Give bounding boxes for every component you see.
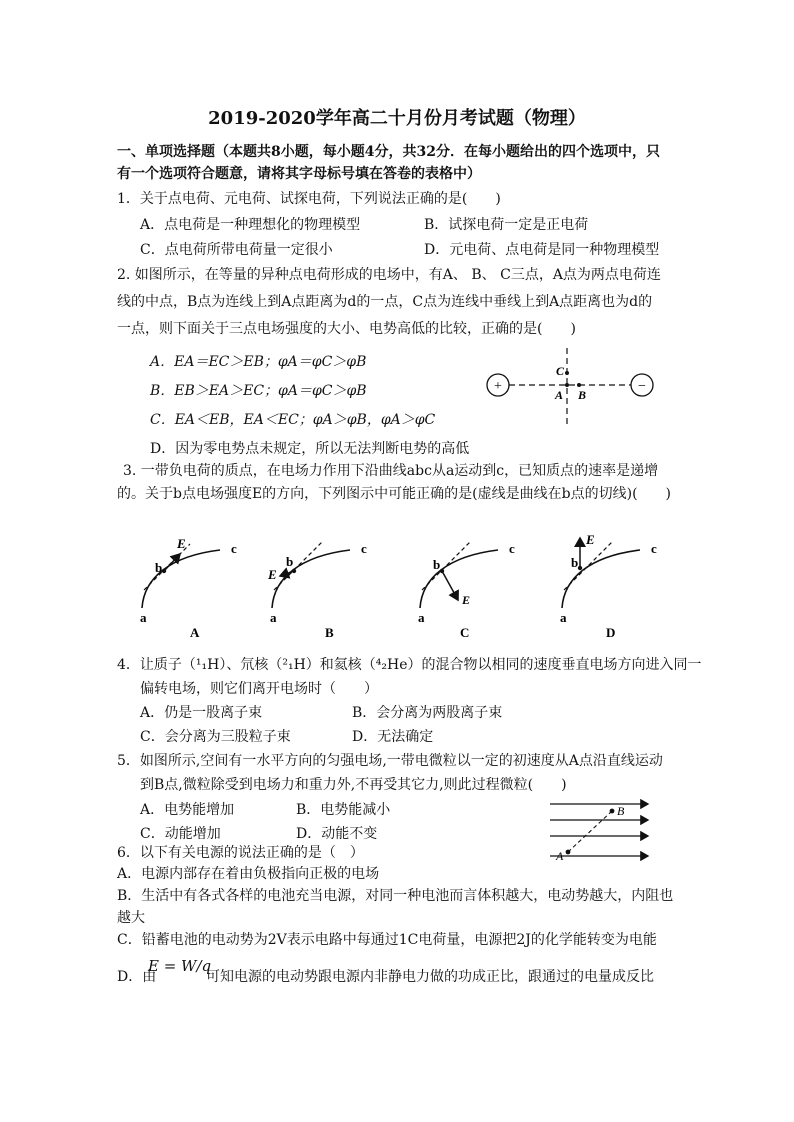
q1-stem: 1．关于点电荷、元电荷、试探电荷，下列说法正确的是( ) bbox=[117, 191, 501, 207]
q3-a-curve bbox=[142, 550, 220, 608]
q4-option-a: A．仍是一股离子束 bbox=[140, 705, 263, 721]
q3-figure-d bbox=[560, 532, 657, 640]
q5-label-a: A bbox=[556, 849, 564, 863]
q6-stem: 6．以下有关电源的说法正确的是（ ） bbox=[117, 845, 364, 861]
q5-point-b bbox=[610, 809, 615, 814]
q2-option-a: A．EA＝EC＞EB；φA＝φC＞φB bbox=[150, 354, 367, 370]
q4-option-d: D．无法确定 bbox=[352, 729, 434, 745]
q3-c-label-a: a bbox=[418, 610, 425, 625]
q3-b-curve bbox=[272, 550, 350, 608]
page-title: 2019-2020学年高二十月份月考试题（物理） bbox=[208, 108, 586, 129]
q6-formula-text: E = W/q bbox=[148, 957, 212, 975]
q1-option-c: C．点电荷所带电荷量一定很小 bbox=[140, 242, 333, 258]
q3-a-caption: A bbox=[190, 625, 200, 640]
section-heading-line2: 有一个选项符合题意，请将其字母标号填在答卷的表格中） bbox=[117, 166, 481, 182]
q2-point-c bbox=[565, 371, 569, 375]
q3-c-label-c: c bbox=[509, 541, 515, 556]
q3-c-e-arrow bbox=[442, 571, 458, 600]
q2-label-b: B bbox=[578, 388, 587, 402]
q6-option-b-line1: B．生活中有各式各样的电池充当电源，对同一种电池而言体积越大，电动势越大，内阻也 bbox=[117, 888, 674, 904]
q6-option-a: A．电源内部存在着由负极指向正极的电场 bbox=[117, 866, 380, 882]
q2-charge-figure bbox=[480, 345, 660, 430]
q3-figure-a bbox=[140, 536, 237, 640]
q3-d-caption: D bbox=[606, 625, 616, 640]
q3-d-label-e: E bbox=[586, 532, 595, 547]
q1-option-d: D．元电荷、点电荷是同一种物理模型 bbox=[424, 242, 660, 258]
q6-option-d-prefix: D．由 bbox=[117, 969, 157, 985]
q6-option-d-formula bbox=[148, 954, 211, 977]
q5-stem-line1: 5．如图所示,空间有一水平方向的匀强电场,一带电微粒以一定的初速度从A点沿直线运动 bbox=[117, 753, 663, 769]
section-heading-line1: 一、单项选择题（本题共8小题，每小题4分，共32分．在每小题给出的四个选项中，只 bbox=[117, 144, 660, 160]
q5-option-c: C．动能增加 bbox=[140, 826, 221, 842]
q3-d-label-a: a bbox=[560, 610, 567, 625]
q5-path-dashed bbox=[568, 811, 612, 852]
q3-b-label-e: E bbox=[268, 567, 277, 582]
q2-plus-sign: + bbox=[494, 379, 502, 394]
q2-point-a bbox=[565, 383, 569, 387]
q3-a-label-c: c bbox=[231, 541, 237, 556]
q2-stem-line1: 2. 如图所示，在等量的异种点电荷形成的电场中，有A、 B、 C三点，A点为两点电荷连 bbox=[117, 267, 661, 283]
q2-stem-line3: 一点，则下面关于三点电场强度的大小、电势高低的比较，正确的是( ) bbox=[117, 321, 576, 337]
q1-option-b: B．试探电荷一定是正电荷 bbox=[424, 217, 589, 233]
q6-option-d-text: 可知电源的电动势跟电源内非静电力做的功成正比，跟通过的电量成反比 bbox=[206, 969, 654, 985]
q5-option-d: D．动能不变 bbox=[296, 826, 378, 842]
q2-option-b: B．EB＞EA＞EC；φA＝φC＞φB bbox=[150, 383, 367, 399]
q3-figures bbox=[130, 528, 657, 643]
q2-label-c: C bbox=[556, 364, 565, 378]
q2-label-a: A bbox=[555, 388, 564, 402]
q4-option-c: C．会分离为三股粒子束 bbox=[140, 729, 291, 745]
q6-option-b-line2: 越大 bbox=[117, 910, 145, 926]
q5-label-b: B bbox=[617, 804, 625, 818]
q1-option-a: A．点电荷是一种理想化的物理模型 bbox=[140, 217, 361, 233]
q3-b-point-b bbox=[292, 569, 296, 573]
q3-d-label-b: b bbox=[571, 555, 579, 570]
q3-a-point-b bbox=[162, 569, 166, 573]
q3-a-e-arrow bbox=[164, 554, 180, 571]
q3-c-curve bbox=[420, 550, 498, 608]
q4-stem: 4．让质子（¹₁H）、氘核（²₁H）和氦核（⁴₂He）的混合物以相同的速度垂直电场方向进入同一 bbox=[117, 657, 702, 673]
q6-option-c: C．铅蓄电池的电动势为2V表示电路中每通过1C电荷量，电源把2J的化学能转变为电能 bbox=[117, 932, 657, 948]
q3-d-label-c: c bbox=[651, 541, 657, 556]
q3-a-label-e: E bbox=[177, 536, 186, 551]
q3-b-caption: B bbox=[325, 625, 334, 640]
q4-option-b: B．会分离为两股离子束 bbox=[352, 705, 503, 721]
q5-stem-line2: 到B点,微粒除受到电场力和重力外,不再受其它力,则此过程微粒( ) bbox=[140, 777, 567, 793]
q2-stem-line2: 线的中点，B点为连线上到A点距离为d的一点，C点为连线中垂线上到A点距离也为d的 bbox=[117, 294, 653, 310]
q3-c-point-b bbox=[440, 569, 444, 573]
q2-option-c: C．EA＜EB，EA＜EC；φA＞φB，φA＞φC bbox=[150, 412, 436, 428]
q3-b-label-b: b bbox=[286, 554, 294, 569]
q3-a-label-a: a bbox=[140, 610, 147, 625]
q3-c-caption: C bbox=[460, 625, 470, 640]
q5-option-a: A．电势能增加 bbox=[140, 802, 235, 818]
q2-minus-sign: − bbox=[638, 379, 646, 394]
q5-option-b: B．电势能减小 bbox=[296, 802, 391, 818]
q3-stem-line2: 的。关于b点电场强度E的方向，下列图示中可能正确的是(虚线是曲线在b点的切线)( ) bbox=[117, 486, 671, 502]
q3-d-point-b bbox=[578, 566, 582, 570]
q2-point-b bbox=[577, 383, 581, 387]
q4-stem-line2: 偏转电场，则它们离开电场时（ ） bbox=[140, 681, 378, 697]
q3-figure-b bbox=[267, 541, 367, 640]
q3-b-label-a: a bbox=[270, 610, 277, 625]
q3-c-label-b: b bbox=[433, 557, 441, 572]
q5-field-figure bbox=[548, 798, 653, 866]
q3-b-label-c: c bbox=[361, 541, 367, 556]
q3-c-label-e: E bbox=[462, 593, 471, 607]
q5-point-a bbox=[566, 850, 571, 855]
q2-option-d: D．因为零电势点未规定，所以无法判断电势的高低 bbox=[150, 441, 470, 457]
q3-a-label-b: b bbox=[155, 560, 163, 575]
q3-figure-c bbox=[418, 541, 515, 640]
q3-stem-line1: 3. 一带负电荷的质点，在电场力作用下沿曲线abc从a运动到c，已知质点的速率是递增 bbox=[123, 463, 659, 479]
